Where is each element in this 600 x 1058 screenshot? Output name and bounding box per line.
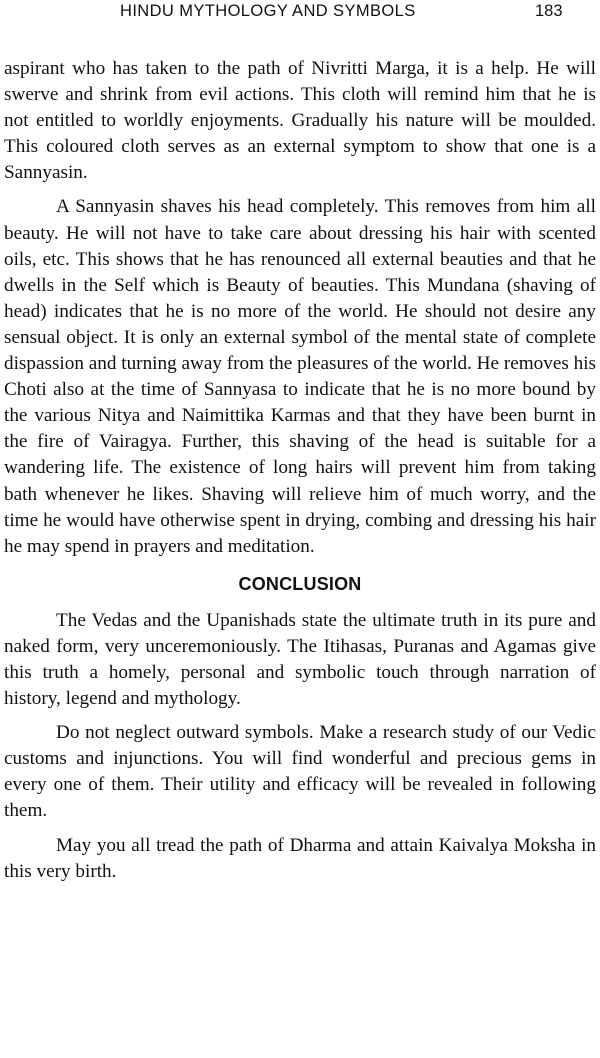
- paragraph-continued: aspirant who has taken to the path of Nivritti Marga, it is a help. He will swerve and shrink from evil actions. This cloth will remind him that he is not entitled to worldly enjoyments. Gradually his nature will be moulded. This coloured cloth serves as an external symptom to show that one is a Sannyasin.: [4, 58, 596, 184]
- body-text: [4, 56, 596, 885]
- section-heading: CONCLUSION: [238, 573, 362, 594]
- running-header: [0, 0, 600, 26]
- running-title: HINDU MYTHOLOGY AND SYMBOLS: [120, 2, 416, 20]
- paragraph-sannyasin-shaving: A Sannyasin shaves his head completely. This removes from him all beauty. He will not have to take care about dressing his hair with scented oils, etc. This shows that he has renounced all external beauties and that he dwells in the Self which is Beauty of beauties. This Mundana (shaving of head) indicates that he is no more of the world. He should not desire any sensual object. It is only an external symbol of the mental state of complete dispassion and turning away from the pleasures of the world. He removes his Choti also at the time of Sannyasa to indicate that he is no more bound by the various Nitya and Naimittika Karmas and that they have been burnt in the fire of Vairagya. Further, this shaving of the head is suitable for a wandering life. The existence of long hairs will prevent him from taking bath whenever he likes. Shaving will relieve him of much worry, and the time he would have otherwise spent in drying, combing and dressing his hair he may spend in prayers and meditation.: [4, 196, 597, 557]
- paragraph-vedas: The Vedas and the Upanishads state the ultimate truth in its pure and naked form, very unceremoniously. The Itihasas, Puranas and Agamas give this truth a homely, personal and symbolic touch through narration of history, legend and mythology.: [4, 609, 596, 710]
- paragraph-closing: May you all tread the path of Dharma and attain Kaivalya Moksha in this very birth.: [4, 834, 596, 882]
- paragraph-outward-symbols: Do not neglect outward symbols. Make a research study of our Vedic customs and injunctions. You will find wonderful and precious gems in every one of them. Their utility and efficacy will be revealed in following them.: [4, 722, 596, 822]
- page-number: 183: [535, 2, 563, 20]
